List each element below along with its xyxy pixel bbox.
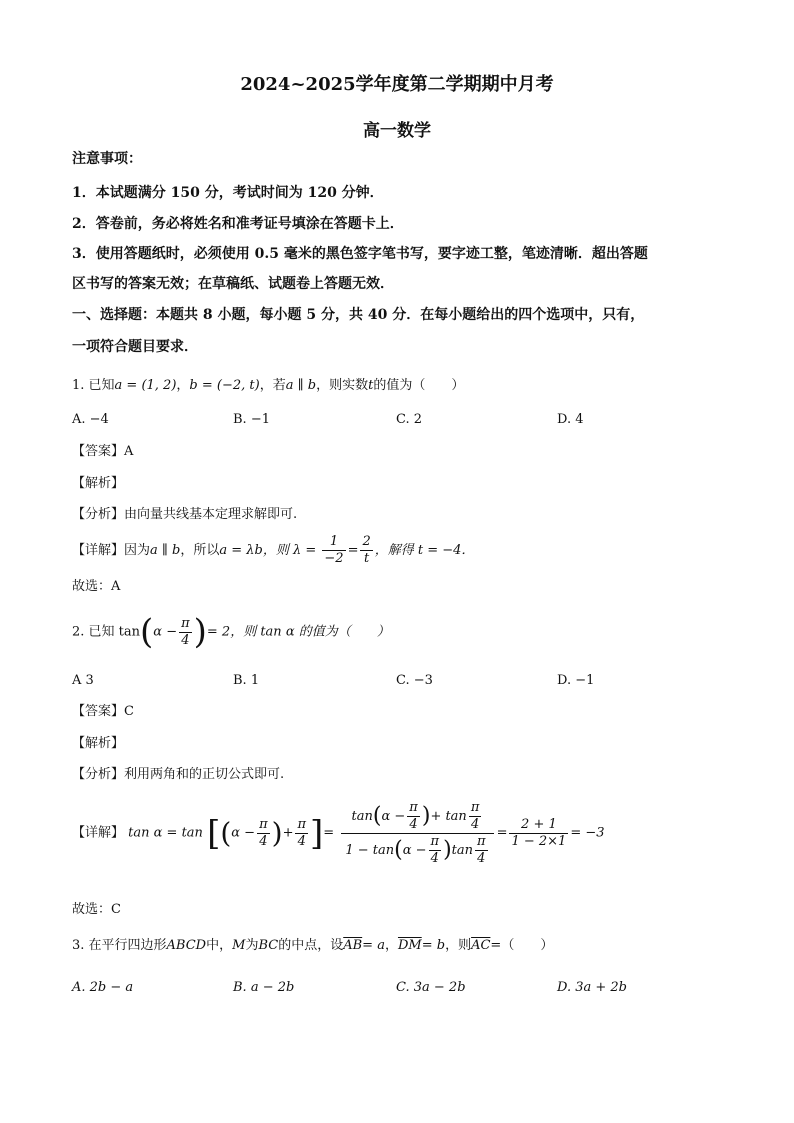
q3-mid2: 为 <box>245 938 259 953</box>
q2-num-four: 4 <box>407 816 420 833</box>
q2-alpha-minus: α − <box>231 825 256 841</box>
notice-item-2: 2．答卷前，务必将姓名和准考证号填涂在答题卡上． <box>72 216 404 232</box>
q1-fraction-2 <box>360 534 372 567</box>
q1-mid: ，若 <box>259 378 286 393</box>
q2-result: = −3 <box>570 825 605 841</box>
q2-lhs: tan α = tan <box>128 825 203 841</box>
q2-den-four-b: 4 <box>475 850 488 867</box>
q1-analysis-label: 【解析】 <box>72 476 125 491</box>
q2-num-pi4 <box>407 800 420 833</box>
q3-bc: BC <box>258 938 279 953</box>
q1-detail-parallel: a ∥ b <box>150 543 181 558</box>
q2-frac-pi4-b <box>295 817 308 850</box>
q1-option-a: A. −4 <box>72 412 109 427</box>
q2-four: 4 <box>179 632 192 649</box>
q1-end: 的值为（ ） <box>373 378 465 393</box>
q2-four-b: 4 <box>295 833 308 850</box>
q2-num-tan: tan <box>351 809 373 824</box>
q1-suffix: ，则实数 <box>316 378 369 393</box>
q3-vec-ab: $\overline{AB}$ <box>343 938 363 953</box>
q1-f1-num: 1 <box>329 534 339 549</box>
q1-vector-a: a = (1, 2) <box>114 378 177 393</box>
q1-detail-end: ，解得 t = −4． <box>374 543 475 558</box>
q2-choose: 故选：C <box>72 902 121 917</box>
q2-frac-pi4-a <box>257 817 270 850</box>
q2-num-alpha: α − <box>381 809 406 824</box>
q2-den-pi4 <box>429 834 442 867</box>
q2-answer: 【答案】C <box>72 704 134 719</box>
q3-mid3: 的中点，设 <box>278 938 344 953</box>
q2-bracket-close: ] <box>310 813 324 854</box>
q3-m: M <box>232 938 246 953</box>
notice-item-1: 1．本试题满分 150 分，考试时间为 120 分钟． <box>72 185 384 201</box>
q2-den-pre: 1 − tan <box>345 843 395 858</box>
q2-plus: + <box>282 825 294 841</box>
q2-pi: π <box>181 615 190 631</box>
q3-vec-ac: $\overline{AC}$ <box>471 938 491 953</box>
q3-abcd: ABCD <box>166 938 207 953</box>
q2-option-d: D. −1 <box>557 673 595 688</box>
q2-paren-open-2: ( <box>220 816 232 850</box>
q2-result-fraction <box>509 817 568 850</box>
q2-den-paren-close: ) <box>443 837 452 863</box>
notice-heading: 注意事项： <box>72 151 142 167</box>
q2-num-pi-b: π <box>470 800 480 815</box>
question-3-stem <box>72 937 553 955</box>
q2-big-fraction <box>341 800 493 867</box>
q3-option-b: B. a − 2b <box>233 980 295 995</box>
q3-dm-eq: = b <box>421 938 446 953</box>
q2-den-pi-b: π <box>477 834 486 849</box>
q1-f2-num: 2 <box>362 534 371 549</box>
exam-subject: 高一数学 <box>363 121 431 141</box>
q1-f1-den: −2 <box>324 551 344 566</box>
q1-detail-mid: ，所以 <box>180 543 220 558</box>
q3-prefix: 3. 在平行四边形 <box>72 938 167 953</box>
q3-ab-eq: = a <box>362 938 385 953</box>
q2-den-tan: tan <box>451 843 474 858</box>
q2-option-c: C. −3 <box>396 673 433 688</box>
q1-fraction-1 <box>322 534 345 567</box>
q1-detail <box>72 534 474 567</box>
q2-paren-close-2: ) <box>271 816 283 850</box>
q2-res-num: 2 + 1 <box>521 817 557 832</box>
q3-mid1: 中， <box>206 938 233 953</box>
q2-num-pi4-b <box>469 800 482 833</box>
q1-option-d: D. 4 <box>557 412 584 427</box>
q1-analysis: 【分析】由向量共线基本定理求解即可. <box>72 507 298 522</box>
q2-pi-over-4 <box>179 616 192 649</box>
q1-option-b: B. −1 <box>233 412 270 427</box>
q2-analysis: 【分析】利用两角和的正切公式即可. <box>72 767 285 782</box>
notice-item-3-cont: 区书写的答案无效；在草稿纸、试题卷上答题无效． <box>72 276 394 292</box>
q2-num-paren-close: ) <box>421 803 431 829</box>
q2-num-plus-tan: + tan <box>430 809 467 824</box>
q2-prefix: 2. 已知 tan <box>72 624 141 640</box>
q2-option-a: A 3 <box>72 673 94 688</box>
q1-var-t: t <box>368 378 374 393</box>
q2-analysis-label: 【解析】 <box>72 736 125 751</box>
q2-den-paren-open: ( <box>394 837 403 863</box>
q2-den-pi: π <box>430 834 440 849</box>
q1-prefix: 1. 已知 <box>72 378 115 393</box>
q2-option-b: B. 1 <box>233 673 260 688</box>
q2-bracket-open: [ <box>207 813 221 854</box>
q1-sep: ， <box>176 378 190 393</box>
q3-then: ，则 <box>445 938 472 953</box>
q1-f2-den: t <box>360 550 372 567</box>
q2-paren-open: ( <box>140 612 154 652</box>
q2-detail-label: 【详解】 <box>72 825 125 841</box>
q1-parallel: a ∥ b <box>285 378 317 393</box>
q2-detail: 【详解】 tan α = tan [(α − $\frac{\pi}{4}$ )+ $\frac{\pi}{4}$ ]= tan(α − $\frac{\pi}{4}$ )+ tan $\frac{\pi}{4}$ 1 − tan(α − $\frac{\pi}{4}$ )tan $\frac{\pi}{4}$ = $\frac{2 + 1}{1 - 2\times 1}$ = −3 <box>72 800 605 866</box>
q1-choose: 故选：A <box>72 579 121 594</box>
q2-pi-a: π <box>259 817 268 832</box>
q2-res-den: 1 − 2×1 <box>511 834 567 849</box>
question-2-stem <box>72 612 390 653</box>
q2-paren-close: ) <box>193 612 207 652</box>
question-1-stem <box>72 377 464 395</box>
q2-big-numerator <box>341 800 493 833</box>
q2-num-four-b: 4 <box>469 816 482 833</box>
q3-sep: ， <box>384 938 398 953</box>
q2-tail: = 2，则 tan α 的值为（ ） <box>206 624 390 640</box>
q2-num-pi: π <box>409 800 418 815</box>
q2-inner: α − <box>153 624 178 640</box>
q1-vector-b: b = (−2, t) <box>189 378 260 393</box>
q1-equals: = <box>347 543 359 558</box>
section-heading: 一、选择题：本题共 8 小题，每小题 5 分，共 40 分．在每小题给出的四个选项中，只有， <box>72 307 645 323</box>
q1-detail-eq: a = λb <box>219 543 263 558</box>
q2-den-pi4-b <box>475 834 488 867</box>
q3-option-a: A. 2b − a <box>72 980 134 995</box>
q3-option-c: C. 3a − 2b <box>396 980 466 995</box>
q3-end: =（ ） <box>490 938 554 953</box>
q1-option-c: C. 2 <box>396 412 423 427</box>
q2-den-alpha: α − <box>402 843 427 858</box>
section-heading-cont: 一项符合题目要求． <box>72 339 198 355</box>
q2-four-a: 4 <box>257 833 270 850</box>
q2-pi-b: π <box>297 817 307 832</box>
q1-detail-prefix: 【详解】因为 <box>72 543 151 558</box>
q1-detail-then: ，则 λ = <box>262 543 317 558</box>
q2-den-four: 4 <box>429 850 442 867</box>
notice-item-3: 3．使用答题纸时，必须使用 0.5 毫米的黑色签字笔书写，要字迹工整，笔迹清晰．超出答题 <box>72 246 648 262</box>
q2-big-denominator <box>341 833 493 867</box>
exam-title: 2024~2025学年度第二学期期中月考 <box>240 74 554 95</box>
q3-vec-dm: $\overline{DM}$ <box>397 938 422 953</box>
q3-option-d: D. 3a + 2b <box>557 980 627 995</box>
q2-num-paren-open: ( <box>372 803 382 829</box>
q1-answer: 【答案】A <box>72 444 134 459</box>
